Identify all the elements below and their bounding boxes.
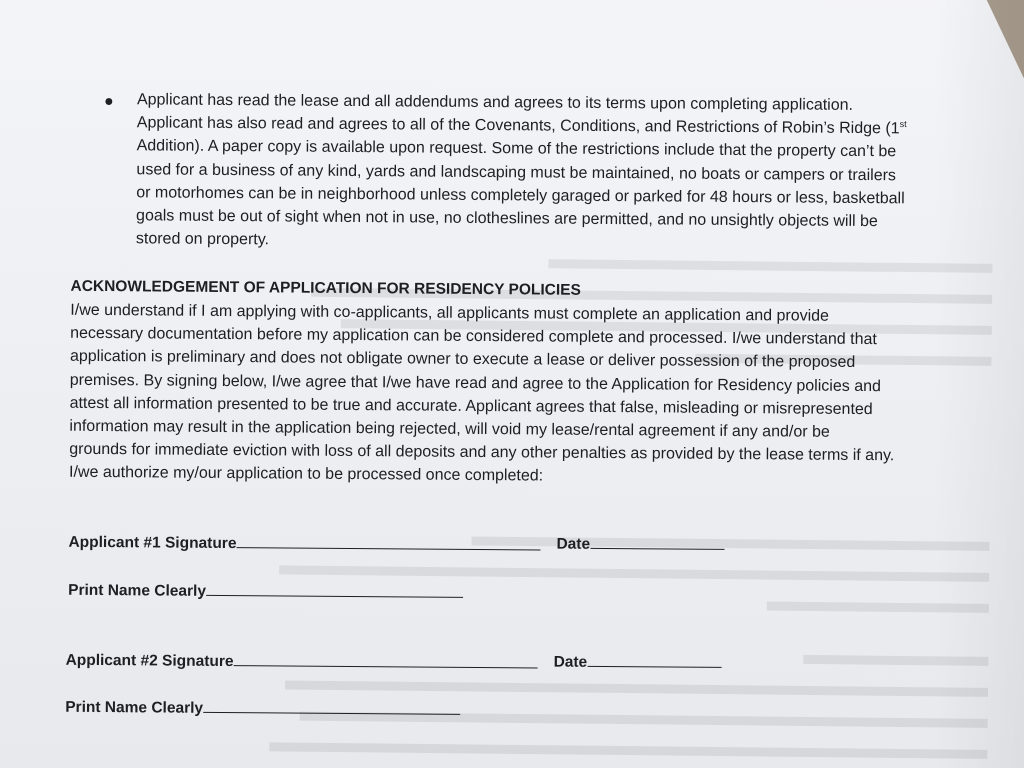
ordinal-suffix: st [899,119,907,130]
bullet-line-text: Applicant has also read and agrees to all of the Covenants, Conditions, and Restrictions of Robin’s Ridge (1 [136,114,900,138]
applicant-2-print-name-label: Print Name Clearly [65,698,204,717]
paragraph-line: attest all information presented to be true and accurate. Applicant agrees that false, misleading or misrepresented [69,394,873,418]
acknowledgement-paragraph [69,299,982,492]
bullet-icon: ● [103,93,114,111]
paragraph-line: grounds for immediate eviction with loss of all deposits and any other penalties as provided by the lease terms if any. [69,440,895,465]
section-heading: ACKNOWLEDGEMENT OF APPLICATION FOR RESIDENCY POLICIES [70,277,581,299]
applicant-1-print-name-row [68,580,463,603]
applicant-2-signature-line[interactable] [234,651,538,668]
applicant-1-date-line[interactable] [590,534,724,550]
applicant-2-print-name-line[interactable] [203,698,460,715]
bullet-line: used for a business of any kind, yards and landscaping must be maintained, no boats or campers or trailers [136,160,897,184]
applicant-2-date-group [554,652,722,673]
applicant-2-date-label: Date [553,653,588,671]
paragraph-line: I/we understand if I am applying with co-applicants, all applicants must complete an application and provide [70,301,830,325]
applicant-1-date-label: Date [556,535,591,553]
applicant-1-date-group [556,534,724,555]
applicant-2-date-line[interactable] [587,652,721,668]
paragraph-line: application is preliminary and does not obligate owner to execute a lease or deliver possession of the proposed [69,348,856,372]
acknowledgement-section [69,275,983,492]
applicant-2-print-name-row [65,697,460,720]
lease-acknowledgement-bullet [103,88,954,249]
applicant-1-signature-line[interactable] [236,533,540,550]
bullet-line: goals must be out of sight when not in use, no clotheslines are permitted, and no unsightly objects will be [136,207,878,231]
paragraph-line: necessary documentation before my application can be considered complete and processed. I/we understand that [70,324,877,349]
applicant-1-signature-label: Applicant #1 Signature [68,533,237,553]
paragraph-line: information may result in the application being rejected, will void my lease/rental agreement if any and/or be [69,417,830,441]
bullet-line: Applicant has read the lease and all addendums and agrees to its terms upon completing application. [136,91,854,114]
applicant-1-print-name-line[interactable] [206,581,463,598]
applicant-2-signature-label: Applicant #2 Signature [65,651,234,671]
bullet-line: Addition). A paper copy is available upon request. Some of the restrictions include that the property can’t be [136,137,897,161]
paragraph-line: premises. By signing below, I/we agree that I/we have read and agree to the Application for Residency policies and [69,371,881,395]
paragraph-line: I/we authorize my/our application to be processed once completed: [69,464,544,485]
bullet-paragraph [136,88,967,257]
bullet-line: or motorhomes can be in neighborhood unless completely garaged or parked for 48 hours or less, basketball [136,184,905,208]
bullet-line: stored on property. [135,230,270,249]
applicant-1-print-name-label: Print Name Clearly [68,581,207,600]
applicant-1-signature-row [68,532,591,556]
applicant-2-signature-row [65,650,588,674]
